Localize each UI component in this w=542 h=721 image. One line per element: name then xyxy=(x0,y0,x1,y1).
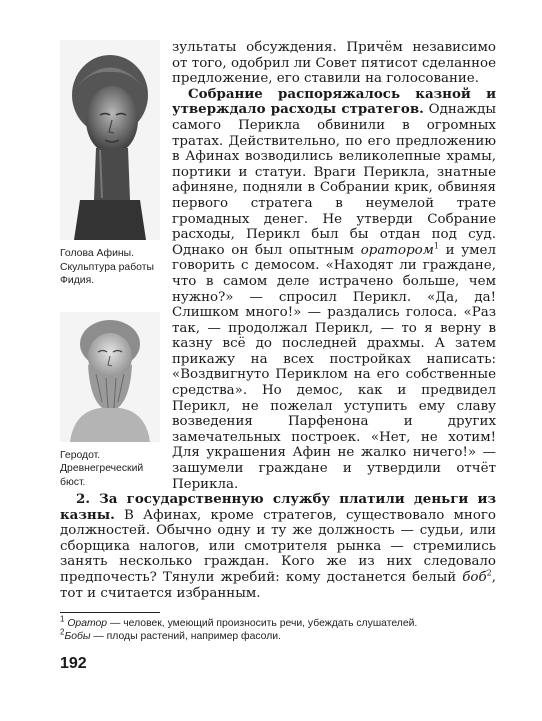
herodotus-caption: Геродот. Древнегреческий бюст. xyxy=(60,449,144,488)
herodotus-bust-image xyxy=(60,312,160,442)
paragraph-text: Однажды самого Перикла обвинили в огромных тратах. Действительно, по его предложению в Афинах возводились великолепные храмы, портики и статуи. Враги Перикла, знатные афиняне, подняли в Собрании крик, обвиняя первого стратега в неумелой трате громадных денег. Не утверди Собрание расходы, Перикл был бы отдан под суд. Однако он был опытным xyxy=(172,102,496,258)
term-orator: оратором xyxy=(360,242,434,258)
athena-caption: Голова Афины. Скульптура работы Фидия. xyxy=(60,248,154,287)
paragraph-heading: Собрание распоряжалось казной и утверждало расходы стратегов. xyxy=(172,85,496,118)
full-width-text xyxy=(60,492,496,601)
footnote-number: 1 xyxy=(60,614,65,624)
paragraph-state-service xyxy=(60,492,496,601)
paragraph-text: зультаты обсуждения. Причём независимо от того, одобрил ли Совет пятисот сделанное предложение, его ставили на голосование. xyxy=(172,40,496,87)
herodotus-figure xyxy=(60,312,160,442)
footnote-mark: 2 xyxy=(486,568,492,578)
paragraph-text: , тот и считается избранным. xyxy=(60,569,496,601)
term-bean: боб xyxy=(462,569,487,585)
footnote-mark: 1 xyxy=(433,241,439,251)
footnote-item xyxy=(60,614,496,630)
paragraph-heading: 2. За государственную службу платили деньги из казны. xyxy=(60,491,496,523)
paragraph-assembly-treasury xyxy=(172,87,496,492)
paragraph-text: и умел говорить с демосом. «Находят ли граждане, что в самом деле истрачено больше, чем нужно?» — спросил Перикл. «Да, да! Слишком много!» — раздались голоса. «Раз так, — продолжал Перикл, — то я верну в казну всё до последней драхмы. А затем прикажу на всех постройках написать: «Воздвигнуто Периклом на его собственные средства». Но демос, как и предвидел Перикл, не пожелал уступить ему славу возведения Парфенона и других замечательных построек. «Нет, не хотим! Для украшения Афин не жалко ничего!» — зашумели граждане и утвердили отчёт Перикла. xyxy=(172,242,496,492)
footnote-term: Оратор xyxy=(67,618,108,629)
page-number: 192 xyxy=(60,655,87,672)
footnote-text: — плоды растений, например фасоли. xyxy=(90,631,281,643)
footnote-number: 2 xyxy=(60,627,65,637)
athena-bust-image xyxy=(60,40,160,240)
footnote-text: — человек, умеющий произносить речи, убеждать слушателей. xyxy=(107,618,418,629)
figure-column xyxy=(60,40,168,490)
paragraph-text: В Афинах, кроме стратегов, существовало много должностей. Обычно одну и ту же должность — судьи, или сборщика налогов, или смотрителя рынка — стремились занять несколько граждан. Кого же из них следовало предпочесть? Тянули жребий: кому достанется белый xyxy=(60,507,496,585)
footnote-term: Бобы xyxy=(64,631,91,643)
footnote-divider xyxy=(60,612,160,613)
main-text-column xyxy=(172,40,496,492)
footnote-item xyxy=(60,627,496,643)
athena-figure xyxy=(60,40,160,240)
paragraph-continuation xyxy=(172,40,496,87)
footnotes xyxy=(60,614,496,643)
